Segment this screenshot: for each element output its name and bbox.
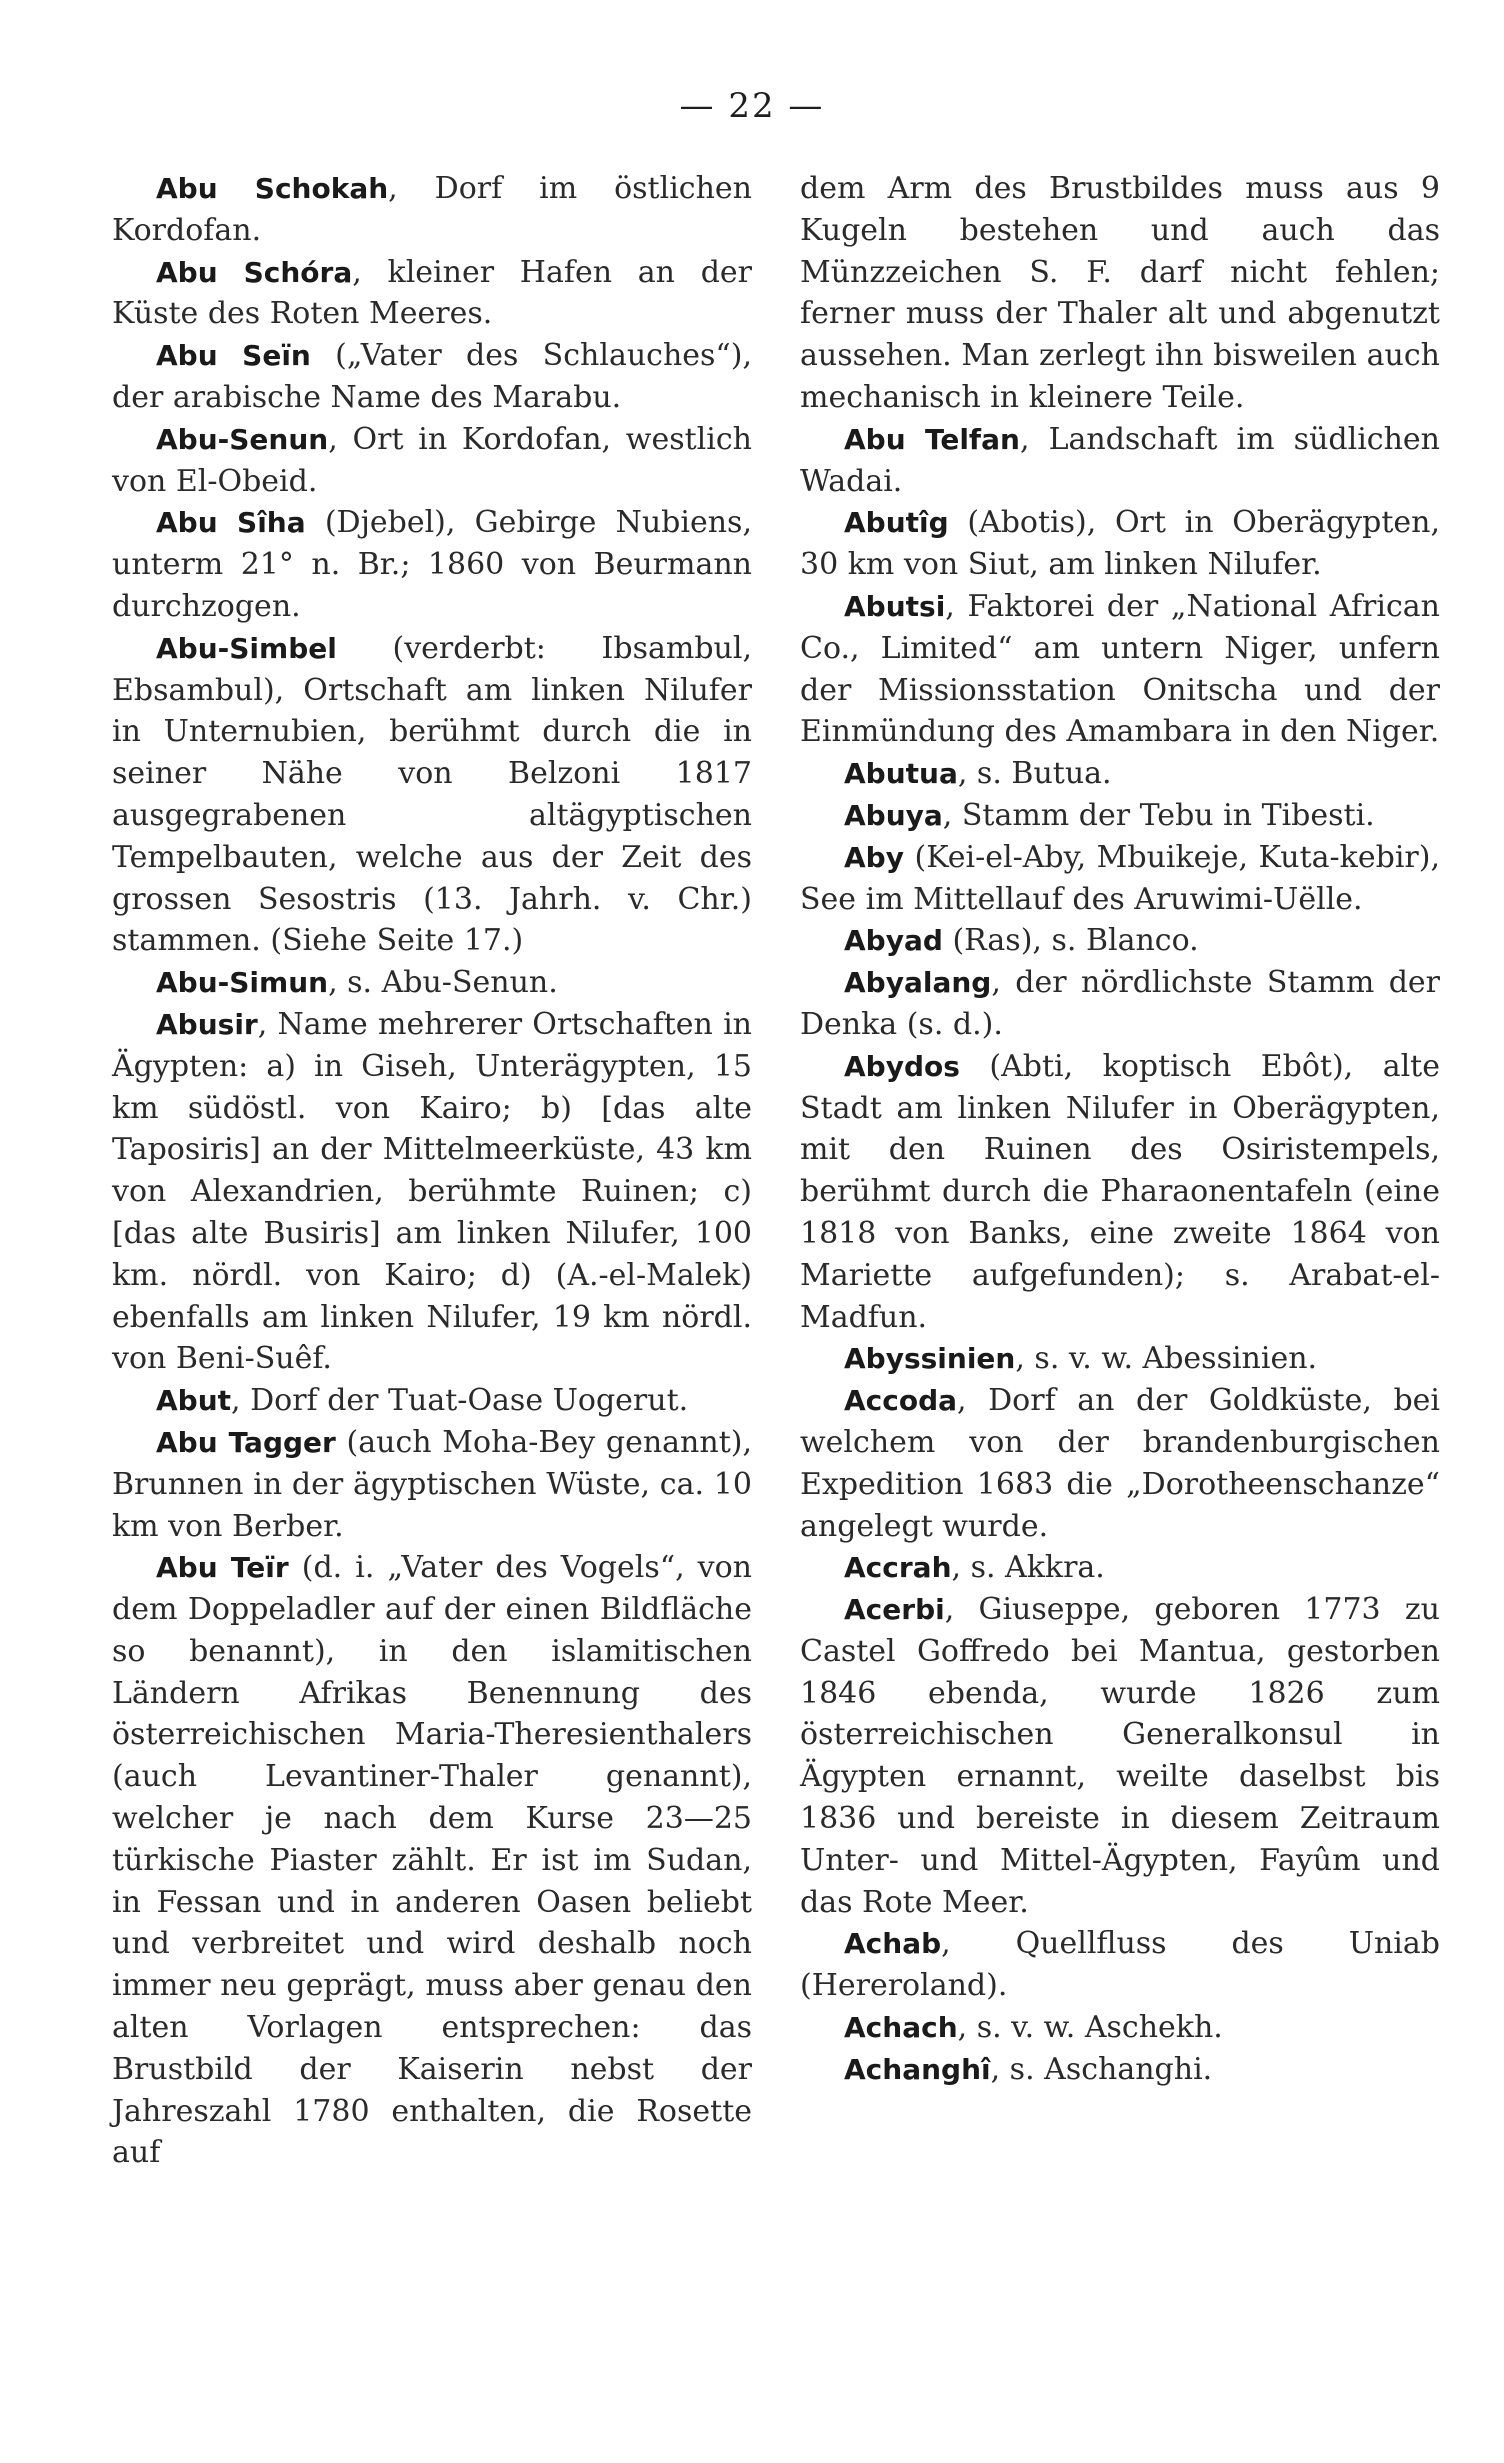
left-column (112, 168, 752, 2174)
entry-abutig (800, 502, 1440, 586)
entry-term: Abu-Simbel (156, 631, 337, 665)
right-column (800, 168, 1440, 2091)
entry-text: (verderbt: Ibsambul, Ebsambul), Ortschaft am linken Nilufer in Unternubien, berühmt durch die in seiner Nähe von Belzoni 1817 ausgegrabenen altägyptischen Tempelbauten, welche aus der Zeit des grossen Sesostris (13. Jahrh. v. Chr.) stammen. (Siehe Seite 17.) (112, 630, 752, 959)
entry-abyssinien (800, 1338, 1440, 1380)
entry-term: Accrah (844, 1551, 952, 1585)
entry-abutsi (800, 586, 1440, 753)
entry-term: Acerbi (844, 1593, 945, 1627)
entry-text: , Ort in Kordofan, westlich von El-Obeid. (112, 421, 752, 499)
entry-term: Abu Seïn (156, 339, 311, 373)
entry-term: Abu-Simun (156, 966, 329, 1000)
entry-accrah (800, 1547, 1440, 1589)
entry-abyad (800, 920, 1440, 962)
entry-achach (800, 2007, 1440, 2049)
entry-text: , s. Butua. (957, 756, 1112, 792)
entry-term: Achanghî (844, 2052, 991, 2086)
entry-achanghi (800, 2049, 1440, 2091)
entry-term: Abyad (844, 924, 943, 958)
entry-abyalang (800, 962, 1440, 1046)
entry-text: , Quellfluss des Uniab (Hereroland). (800, 1926, 1440, 2004)
entry-abu-senun (112, 419, 752, 503)
entry-text: , s. Aschanghi. (990, 2051, 1213, 2087)
entry-accoda (800, 1380, 1440, 1547)
entry-abusir (112, 1004, 752, 1380)
entry-abu-sein (112, 335, 752, 419)
entry-text: (Abotis), Ort in Oberägypten, 30 km von Siut, am linken Nilufer. (800, 505, 1440, 583)
entry-term: Abusir (156, 1007, 258, 1041)
entry-term: Abydos (844, 1049, 960, 1083)
entry-abu-schokah (112, 168, 752, 252)
entry-text: , kleiner Hafen an der Küste des Roten Meeres. (112, 254, 752, 332)
entry-term: Abutsi (844, 589, 946, 623)
entry-text: , s. Akkra. (951, 1550, 1105, 1586)
entry-abu-schora (112, 252, 752, 336)
entry-abut (112, 1380, 752, 1422)
entry-term: Aby (844, 840, 904, 874)
entry-abu-teir-continued (800, 168, 1440, 419)
entry-term: Abu Teïr (156, 1551, 289, 1585)
entry-text: (Ras), s. Blanco. (942, 923, 1199, 959)
entry-abutua (800, 753, 1440, 795)
entry-term: Abuya (844, 798, 943, 832)
entry-term: Abu Telfan (844, 422, 1020, 456)
entry-text: (Abti, koptisch Ebôt), alte Stadt am linken Nilufer in Oberägypten, mit den Ruinen des Osiristempels, berühmt durch die Pharaonentafeln (eine 1818 von Banks, eine zweite 1864 von Mariette aufgefunden); s. Arabat-el-Madfun. (800, 1048, 1440, 1335)
entry-text: , Stamm der Tebu in Tibesti. (942, 797, 1375, 833)
entry-text: , s. v. w. Aschekh. (957, 2010, 1223, 2046)
entry-text: (d. i. „Vater des Vogels“, von dem Doppeladler auf der einen Bildfläche so benannt), in den islamitischen Ländern Afrikas Benennung des österreichischen Maria-Theresienthalers (auch Levantiner-Thaler genannt), welcher je nach dem Kurse 23—25 türkische Piaster zählt. Er ist im Sudan, in Fessan und in anderen Oasen beliebt und verbreitet und wird deshalb noch immer neu geprägt, muss aber genau den alten Vorlagen entsprechen: das Brustbild der Kaiserin nebst der Jahreszahl 1780 enthalten, die Rosette auf (112, 1550, 752, 2171)
entry-text: (auch Moha-Bey genannt), Brunnen in der ägyptischen Wüste, ca. 10 km von Berber. (112, 1424, 752, 1544)
entry-achab (800, 1923, 1440, 2007)
entry-text: , der nördlichste Stamm der Denka (s. d.). (800, 965, 1440, 1042)
entry-abuya (800, 795, 1440, 837)
entry-abu-telfan (800, 419, 1440, 503)
entry-text: , Name mehrerer Ortschaften in Ägypten: a) in Giseh, Unterägypten, 15 km südöstl. von Kairo; b) [das alte Taposiris] an der Mittelmeerküste, 43 km von Alexandrien, berühmte Ruinen; c) [das alte Busiris] am linken Nilufer, 100 km. nördl. von Kairo; d) (A.-el-Malek) ebenfalls am linken Nilufer, 19 km nördl. von Beni-Suêf. (112, 1006, 752, 1377)
entry-term: Achach (844, 2011, 958, 2045)
entry-term: Accoda (844, 1384, 958, 1418)
entry-text: , s. Abu-Senun. (328, 965, 558, 1001)
entry-text: , s. v. w. Abessinien. (1015, 1341, 1318, 1377)
entry-abu-teir (112, 1547, 752, 2174)
entry-text: , Giuseppe, geboren 1773 zu Castel Goffredo bei Mantua, gestorben 1846 ebenda, wurde 1826 zum österreichischen Generalkonsul in Ägypten ernannt, weilte daselbst bis 1836 und bereiste in diesem Zeitraum Unter- und Mittel-Ägypten, Fayûm und das Rote Meer. (800, 1592, 1440, 1920)
entry-text: dem Arm des Brustbildes muss aus 9 Kugeln bestehen und auch das Münzzeichen S. F. darf nicht fehlen; ferner muss der Thaler alt und abgenutzt aussehen. Man zerlegt ihn bisweilen auch mechanisch in kleinere Teile. (800, 171, 1440, 415)
entry-abu-simbel (112, 628, 752, 962)
entry-text: (Kei-el-Aby, Mbuikeje, Kuta-kebir), See im Mittellauf des Aruwimi-Uëlle. (800, 839, 1440, 917)
entry-term: Abut (156, 1384, 232, 1418)
entry-abydos (800, 1046, 1440, 1339)
entry-abu-siha (112, 502, 752, 627)
entry-term: Abu Sîha (156, 506, 306, 540)
entry-term: Abyssinien (844, 1342, 1016, 1376)
entry-term: Abutîg (844, 506, 949, 540)
entry-abu-tagger (112, 1422, 752, 1547)
entry-term: Abu Schokah (156, 172, 389, 205)
entry-text: , Landschaft im südlichen Wadai. (800, 421, 1440, 499)
entry-text: , Dorf der Tuat-Oase Uogerut. (231, 1383, 689, 1419)
entry-term: Achab (844, 1927, 942, 1961)
entry-term: Abu-Senun (156, 422, 329, 456)
entry-text: , Dorf an der Goldküste, bei welchem von der brandenburgischen Expedition 1683 die „Dorotheenschanze“ angelegt wurde. (800, 1383, 1440, 1544)
entry-text: (Djebel), Gebirge Nubiens, unterm 21° n. Br.; 1860 von Beurmann durchzogen. (112, 505, 752, 624)
entry-text: , Faktorei der „National African Co., Limited“ am untern Niger, unfern der Missionsstation Onitscha und der Einmündung des Amambara in den Niger. (800, 588, 1440, 750)
page-number: — 22 — (679, 86, 825, 126)
entry-acerbi (800, 1589, 1440, 1923)
entry-term: Abu Schóra (156, 255, 353, 289)
entry-term: Abyalang (844, 966, 992, 1000)
entry-text: , Dorf im östlichen Kordofan. (112, 171, 752, 248)
entry-text: („Vater des Schlauches“), der arabische Name des Marabu. (112, 338, 752, 415)
entry-term: Abutua (844, 757, 958, 791)
entry-aby (800, 837, 1440, 921)
entry-abu-simun (112, 962, 752, 1004)
entry-term: Abu Tagger (156, 1425, 336, 1459)
